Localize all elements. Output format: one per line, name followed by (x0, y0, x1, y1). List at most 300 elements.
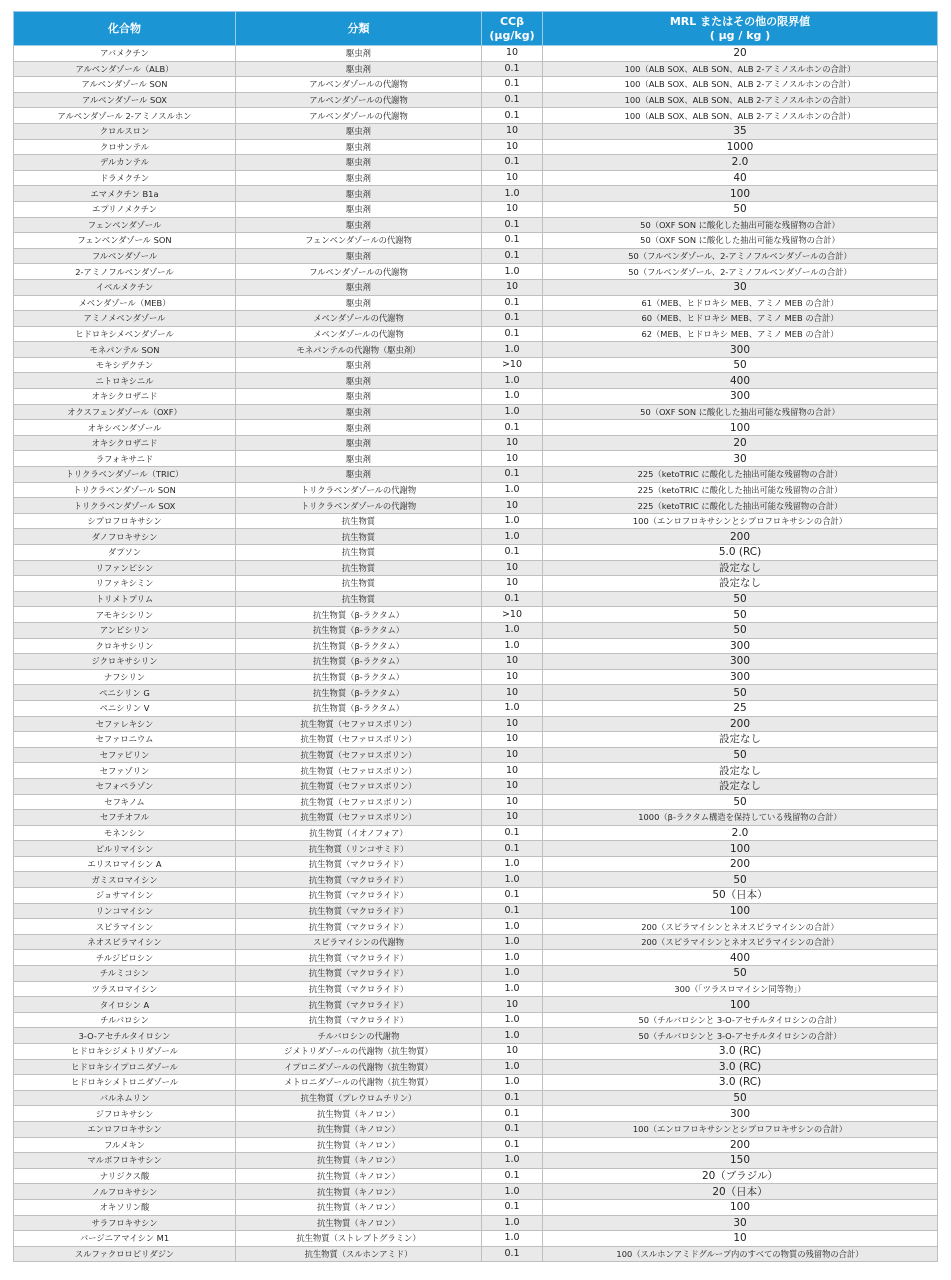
mrl-cell: 225（ketoTRIC に酸化した抽出可能な残留物の合計） (543, 467, 938, 483)
table-row (14, 732, 938, 748)
compound-cell: ラフォキサニド (14, 451, 236, 467)
category-cell: 抗生物質（β-ラクタム） (236, 700, 482, 716)
mrl-cell: 30 (543, 451, 938, 467)
table-row (14, 934, 938, 950)
category-cell: 駆虫剤 (236, 248, 482, 264)
mrl-cell: 30 (543, 1215, 938, 1231)
compound-cell: チルミコシン (14, 966, 236, 982)
compound-cell: ヒドロキシメベンダゾール (14, 326, 236, 342)
category-cell: 抗生物質（スルホンアミド） (236, 1246, 482, 1262)
mrl-cell: 100（ALB SOX、ALB SON、ALB 2-アミノスルホンの合計） (543, 108, 938, 124)
ccb-cell: 10 (482, 669, 543, 685)
table-row (14, 92, 938, 108)
compound-cell: アルベンダゾール（ALB） (14, 61, 236, 77)
category-cell: 抗生物質 (236, 576, 482, 592)
table-row (14, 700, 938, 716)
compound-cell: ジョサマイシン (14, 888, 236, 904)
table-row (14, 1231, 938, 1247)
ccb-cell: 1.0 (482, 482, 543, 498)
table-row (14, 435, 938, 451)
compound-cell: クロサンテル (14, 139, 236, 155)
mrl-cell: 50 (543, 622, 938, 638)
mrl-cell: 3.0 (RC) (543, 1044, 938, 1060)
table-row (14, 622, 938, 638)
compound-cell: メベンダゾール（MEB） (14, 295, 236, 311)
mrl-cell: 1000 (543, 139, 938, 155)
compound-cell: モネンシン (14, 825, 236, 841)
mrl-cell: 50（OXF SON に酸化した抽出可能な残留物の合計） (543, 217, 938, 233)
compound-cell: クロルスロン (14, 123, 236, 139)
category-cell: 抗生物質（マクロライド） (236, 966, 482, 982)
ccb-cell: 0.1 (482, 92, 543, 108)
table-row (14, 856, 938, 872)
compound-cell: フェンベンダゾール SON (14, 233, 236, 249)
mrl-cell: 50 (543, 747, 938, 763)
ccb-cell: 0.1 (482, 217, 543, 233)
compound-cell: オキソリン酸 (14, 1199, 236, 1215)
mrl-cell: 40 (543, 170, 938, 186)
ccb-cell: 10 (482, 778, 543, 794)
table-row (14, 217, 938, 233)
mrl-cell: 100 (543, 420, 938, 436)
ccb-cell: 1.0 (482, 513, 543, 529)
ccb-cell: 1.0 (482, 919, 543, 935)
table-row (14, 763, 938, 779)
ccb-cell: 10 (482, 451, 543, 467)
category-cell: 抗生物質（キノロン） (236, 1106, 482, 1122)
table-row (14, 373, 938, 389)
mrl-cell: 50 (543, 357, 938, 373)
table-row (14, 545, 938, 561)
header-compound: 化合物 (14, 12, 236, 46)
header-mrl-line1: MRL またはその他の限界値 (669, 14, 811, 28)
mrl-cell: 400 (543, 373, 938, 389)
mrl-cell: 100 (543, 997, 938, 1013)
table-row (14, 685, 938, 701)
ccb-cell: 10 (482, 1044, 543, 1060)
category-cell: 駆虫剤 (236, 357, 482, 373)
table-row (14, 669, 938, 685)
table-row (14, 279, 938, 295)
category-cell: 抗生物質（キノロン） (236, 1184, 482, 1200)
ccb-cell: 0.1 (482, 311, 543, 327)
ccb-cell: 0.1 (482, 1090, 543, 1106)
ccb-cell: 10 (482, 560, 543, 576)
compound-cell: エンロフロキサシン (14, 1121, 236, 1137)
compound-cell: アルベンダゾール 2-アミノスルホン (14, 108, 236, 124)
ccb-cell: 10 (482, 747, 543, 763)
mrl-cell: 設定なし (543, 778, 938, 794)
table-row (14, 950, 938, 966)
compound-cell: アルベンダゾール SOX (14, 92, 236, 108)
compound-cell: リファキシミン (14, 576, 236, 592)
category-cell: 抗生物質 (236, 591, 482, 607)
ccb-cell: >10 (482, 357, 543, 373)
category-cell: 抗生物質 (236, 529, 482, 545)
ccb-cell: 10 (482, 732, 543, 748)
table-row (14, 61, 938, 77)
mrl-cell: 1000（β-ラクタム構造を保持している残留物の合計） (543, 810, 938, 826)
table-row (14, 498, 938, 514)
compound-cell: ヒドロキシジメトリダゾール (14, 1044, 236, 1060)
compound-cell: セフキノム (14, 794, 236, 810)
ccb-cell: 0.1 (482, 1121, 543, 1137)
ccb-cell: 10 (482, 794, 543, 810)
mrl-cell: 100（エンロフロキサシンとシプロフロキサシンの合計） (543, 513, 938, 529)
category-cell: 駆虫剤 (236, 201, 482, 217)
compound-cell: ヒドロキシメトロニダゾール (14, 1075, 236, 1091)
mrl-cell: 50 (543, 201, 938, 217)
compound-cell: エリスロマイシン A (14, 856, 236, 872)
table-row (14, 716, 938, 732)
ccb-cell: 10 (482, 498, 543, 514)
table-row (14, 778, 938, 794)
category-cell: 抗生物質（マクロライド） (236, 856, 482, 872)
mrl-cell: 50 (543, 685, 938, 701)
results-table-container (13, 11, 937, 1262)
header-ccb-line1: CCβ (499, 14, 525, 28)
table-row (14, 46, 938, 62)
ccb-cell: 1.0 (482, 966, 543, 982)
compound-cell: ペニシリン G (14, 685, 236, 701)
category-cell: 駆虫剤 (236, 61, 482, 77)
category-cell: メトロニダゾールの代謝物（抗生物質） (236, 1075, 482, 1091)
mrl-cell: 20（日本） (543, 1184, 938, 1200)
compound-cell: エマメクチン B1a (14, 186, 236, 202)
category-cell: 抗生物質（リンコサミド） (236, 841, 482, 857)
table-row (14, 1028, 938, 1044)
compound-cell: サラフロキサシン (14, 1215, 236, 1231)
compound-cell: セフチオフル (14, 810, 236, 826)
category-cell: アルベンダゾールの代謝物 (236, 77, 482, 93)
compound-cell: モキシデクチン (14, 357, 236, 373)
table-row (14, 233, 938, 249)
category-cell: フルベンダゾールの代謝物 (236, 264, 482, 280)
table-row (14, 357, 938, 373)
table-row (14, 77, 938, 93)
compound-cell: ピルリマイシン (14, 841, 236, 857)
table-row (14, 560, 938, 576)
table-row (14, 1121, 938, 1137)
compound-cell: クロキサシリン (14, 638, 236, 654)
table-row (14, 747, 938, 763)
mrl-cell: 61（MEB、ヒドロキシ MEB、アミノ MEB の合計） (543, 295, 938, 311)
mrl-cell: 150 (543, 1153, 938, 1169)
mrl-cell: 5.0 (RC) (543, 545, 938, 561)
ccb-cell: 0.1 (482, 467, 543, 483)
ccb-cell: 1.0 (482, 1153, 543, 1169)
ccb-cell: 0.1 (482, 233, 543, 249)
mrl-cell: 100（ALB SOX、ALB SON、ALB 2-アミノスルホンの合計） (543, 92, 938, 108)
mrl-cell: 50（日本） (543, 888, 938, 904)
compound-cell: スルファクロロピリダジン (14, 1246, 236, 1262)
ccb-cell: 0.1 (482, 248, 543, 264)
category-cell: 抗生物質（イオノフォア） (236, 825, 482, 841)
mrl-cell: 20 (543, 46, 938, 62)
table-row (14, 342, 938, 358)
mrl-cell: 50（チルバロシンと 3-O-アセチルタイロシンの合計） (543, 1028, 938, 1044)
compound-cell: ドラメクチン (14, 170, 236, 186)
table-row (14, 1168, 938, 1184)
ccb-cell: 10 (482, 685, 543, 701)
header-ccb (482, 12, 543, 46)
table-row (14, 186, 938, 202)
compound-cell: ジクロキサシリン (14, 654, 236, 670)
header-mrl (543, 12, 938, 46)
compound-cell: リンコマイシン (14, 903, 236, 919)
mrl-cell: 100 (543, 841, 938, 857)
ccb-cell: 10 (482, 997, 543, 1013)
compound-cell: ニトロキシニル (14, 373, 236, 389)
category-cell: 駆虫剤 (236, 451, 482, 467)
ccb-cell: 0.1 (482, 295, 543, 311)
ccb-cell: 10 (482, 123, 543, 139)
table-row (14, 1012, 938, 1028)
category-cell: 駆虫剤 (236, 295, 482, 311)
category-cell: フェンベンダゾールの代謝物 (236, 233, 482, 249)
compound-cell: ダプソン (14, 545, 236, 561)
category-cell: 抗生物質（マクロライド） (236, 997, 482, 1013)
table-row (14, 139, 938, 155)
table-row (14, 1246, 938, 1262)
compound-cell: ノルフロキサシン (14, 1184, 236, 1200)
ccb-cell: 1.0 (482, 1028, 543, 1044)
table-row (14, 201, 938, 217)
table-row (14, 903, 938, 919)
table-row (14, 1199, 938, 1215)
compound-cell: フェンベンダゾール (14, 217, 236, 233)
ccb-cell: 1.0 (482, 1184, 543, 1200)
ccb-cell: 0.1 (482, 108, 543, 124)
ccb-cell: 0.1 (482, 155, 543, 171)
category-cell: 抗生物質（プレウロムチリン） (236, 1090, 482, 1106)
ccb-cell: 1.0 (482, 404, 543, 420)
table-row (14, 1059, 938, 1075)
table-row (14, 981, 938, 997)
compound-cell: タイロシン A (14, 997, 236, 1013)
category-cell: 駆虫剤 (236, 404, 482, 420)
mrl-cell: 200（スピラマイシンとネオスピラマイシンの合計） (543, 919, 938, 935)
table-row (14, 170, 938, 186)
compound-cell: トリクラベンダゾール SON (14, 482, 236, 498)
table-row (14, 810, 938, 826)
category-cell: 駆虫剤 (236, 435, 482, 451)
compound-cell: フルメキン (14, 1137, 236, 1153)
mrl-cell: 225（ketoTRIC に酸化した抽出可能な残留物の合計） (543, 498, 938, 514)
ccb-cell: 1.0 (482, 1075, 543, 1091)
mrl-cell: 50（OXF SON に酸化した抽出可能な残留物の合計） (543, 404, 938, 420)
compound-cell: ジフロキサシン (14, 1106, 236, 1122)
mrl-cell: 設定なし (543, 576, 938, 592)
category-cell: 抗生物質（セファロスポリン） (236, 732, 482, 748)
compound-cell: モネパンテル SON (14, 342, 236, 358)
category-cell: 抗生物質 (236, 545, 482, 561)
ccb-cell: 1.0 (482, 981, 543, 997)
table-row (14, 1075, 938, 1091)
table-row (14, 1090, 938, 1106)
ccb-cell: 1.0 (482, 186, 543, 202)
category-cell: 抗生物質（マクロライド） (236, 950, 482, 966)
compound-cell: セファレキシン (14, 716, 236, 732)
mrl-cell: 50 (543, 607, 938, 623)
mrl-cell: 200 (543, 856, 938, 872)
compound-cell: ヒドロキシイプロニダゾール (14, 1059, 236, 1075)
mrl-cell: 50 (543, 591, 938, 607)
ccb-cell: 1.0 (482, 1012, 543, 1028)
category-cell: 抗生物質（キノロン） (236, 1153, 482, 1169)
mrl-cell: 20（ブラジル） (543, 1168, 938, 1184)
category-cell: トリクラベンダゾールの代謝物 (236, 482, 482, 498)
mrl-cell: 10 (543, 1231, 938, 1247)
compound-cell: 3-O-アセチルタイロシン (14, 1028, 236, 1044)
mrl-cell: 100 (543, 903, 938, 919)
ccb-cell: 0.1 (482, 1106, 543, 1122)
category-cell: 駆虫剤 (236, 420, 482, 436)
ccb-cell: 10 (482, 810, 543, 826)
table-row (14, 482, 938, 498)
mrl-table (13, 11, 938, 1262)
mrl-cell: 3.0 (RC) (543, 1075, 938, 1091)
table-row (14, 966, 938, 982)
header-ccb-line2: (μg/kg) (489, 28, 535, 42)
ccb-cell: 0.1 (482, 1199, 543, 1215)
mrl-cell: 100 (543, 186, 938, 202)
ccb-cell: 0.1 (482, 1168, 543, 1184)
category-cell: アルベンダゾールの代謝物 (236, 92, 482, 108)
category-cell: 抗生物質（マクロライド） (236, 919, 482, 935)
table-row (14, 1215, 938, 1231)
ccb-cell: 10 (482, 435, 543, 451)
category-cell: 抗生物質 (236, 560, 482, 576)
ccb-cell: 0.1 (482, 61, 543, 77)
mrl-cell: 設定なし (543, 763, 938, 779)
ccb-cell: 10 (482, 763, 543, 779)
category-cell: 抗生物質（ストレプトグラミン） (236, 1231, 482, 1247)
table-row (14, 467, 938, 483)
category-cell: 駆虫剤 (236, 155, 482, 171)
table-row (14, 825, 938, 841)
table-row (14, 1153, 938, 1169)
mrl-cell: 100 (543, 1199, 938, 1215)
ccb-cell: 10 (482, 170, 543, 186)
category-cell: チルバロシンの代謝物 (236, 1028, 482, 1044)
table-row (14, 389, 938, 405)
table-row (14, 576, 938, 592)
ccb-cell: 1.0 (482, 700, 543, 716)
ccb-cell: 0.1 (482, 326, 543, 342)
table-row (14, 919, 938, 935)
compound-cell: トリクラベンダゾール SOX (14, 498, 236, 514)
table-row (14, 1044, 938, 1060)
compound-cell: ナリジクス酸 (14, 1168, 236, 1184)
category-cell: 抗生物質（マクロライド） (236, 888, 482, 904)
ccb-cell: 1.0 (482, 1231, 543, 1247)
mrl-cell: 設定なし (543, 560, 938, 576)
category-cell: 抗生物質（β-ラクタム） (236, 654, 482, 670)
compound-cell: アルベンダゾール SON (14, 77, 236, 93)
ccb-cell: 0.1 (482, 77, 543, 93)
compound-cell: ツラスロマイシン (14, 981, 236, 997)
category-cell: 抗生物質（キノロン） (236, 1168, 482, 1184)
ccb-cell: 10 (482, 654, 543, 670)
ccb-cell: 1.0 (482, 1059, 543, 1075)
table-row (14, 997, 938, 1013)
mrl-cell: 300（「ツラスロマイシン同等物」） (543, 981, 938, 997)
category-cell: 駆虫剤 (236, 373, 482, 389)
category-cell: 抗生物質（キノロン） (236, 1121, 482, 1137)
table-row (14, 654, 938, 670)
compound-cell: バルネムリン (14, 1090, 236, 1106)
mrl-cell: 200 (543, 529, 938, 545)
ccb-cell: 1.0 (482, 950, 543, 966)
ccb-cell: >10 (482, 607, 543, 623)
table-row (14, 108, 938, 124)
category-cell: イプロニダゾールの代謝物（抗生物質） (236, 1059, 482, 1075)
header-mrl-line2: ( μg / kg ) (709, 28, 771, 42)
category-cell: 駆虫剤 (236, 170, 482, 186)
compound-cell: バージニアマイシン M1 (14, 1231, 236, 1247)
mrl-cell: 60（MEB、ヒドロキシ MEB、アミノ MEB の合計） (543, 311, 938, 327)
table-row (14, 529, 938, 545)
category-cell: 抗生物質（β-ラクタム） (236, 669, 482, 685)
category-cell: 駆虫剤 (236, 186, 482, 202)
compound-cell: イベルメクチン (14, 279, 236, 295)
ccb-cell: 1.0 (482, 529, 543, 545)
ccb-cell: 1.0 (482, 638, 543, 654)
compound-cell: ナフシリン (14, 669, 236, 685)
table-row (14, 841, 938, 857)
category-cell: メベンダゾールの代謝物 (236, 311, 482, 327)
mrl-cell: 35 (543, 123, 938, 139)
ccb-cell: 1.0 (482, 872, 543, 888)
category-cell: 抗生物質（セファロスポリン） (236, 716, 482, 732)
mrl-cell: 225（ketoTRIC に酸化した抽出可能な残留物の合計） (543, 482, 938, 498)
ccb-cell: 1.0 (482, 342, 543, 358)
category-cell: 抗生物質（キノロン） (236, 1199, 482, 1215)
mrl-cell: 200 (543, 1137, 938, 1153)
category-cell: 抗生物質 (236, 513, 482, 529)
compound-cell: オキシクロザニド (14, 435, 236, 451)
compound-cell: トリクラベンダゾール（TRIC） (14, 467, 236, 483)
category-cell: 抗生物質（β-ラクタム） (236, 622, 482, 638)
table-row (14, 420, 938, 436)
table-row (14, 794, 938, 810)
compound-cell: フルベンダゾール (14, 248, 236, 264)
table-row (14, 607, 938, 623)
ccb-cell: 1.0 (482, 373, 543, 389)
category-cell: 抗生物質（セファロスポリン） (236, 763, 482, 779)
ccb-cell: 10 (482, 279, 543, 295)
ccb-cell: 0.1 (482, 825, 543, 841)
header-row (14, 12, 938, 46)
table-row (14, 872, 938, 888)
mrl-cell: 2.0 (543, 155, 938, 171)
category-cell: モネパンテルの代謝物（駆虫剤） (236, 342, 482, 358)
ccb-cell: 1.0 (482, 856, 543, 872)
ccb-cell: 10 (482, 201, 543, 217)
compound-cell: 2-アミノフルベンダゾール (14, 264, 236, 280)
category-cell: 駆虫剤 (236, 123, 482, 139)
category-cell: 抗生物質（セファロスポリン） (236, 747, 482, 763)
mrl-cell: 25 (543, 700, 938, 716)
category-cell: 抗生物質（マクロライド） (236, 1012, 482, 1028)
compound-cell: アバメクチン (14, 46, 236, 62)
compound-cell: ペニシリン V (14, 700, 236, 716)
compound-cell: シプロフロキサシン (14, 513, 236, 529)
ccb-cell: 0.1 (482, 420, 543, 436)
mrl-cell: 50（フルベンダゾール、2-アミノフルベンダゾールの合計） (543, 248, 938, 264)
category-cell: 抗生物質（セファロスポリン） (236, 778, 482, 794)
